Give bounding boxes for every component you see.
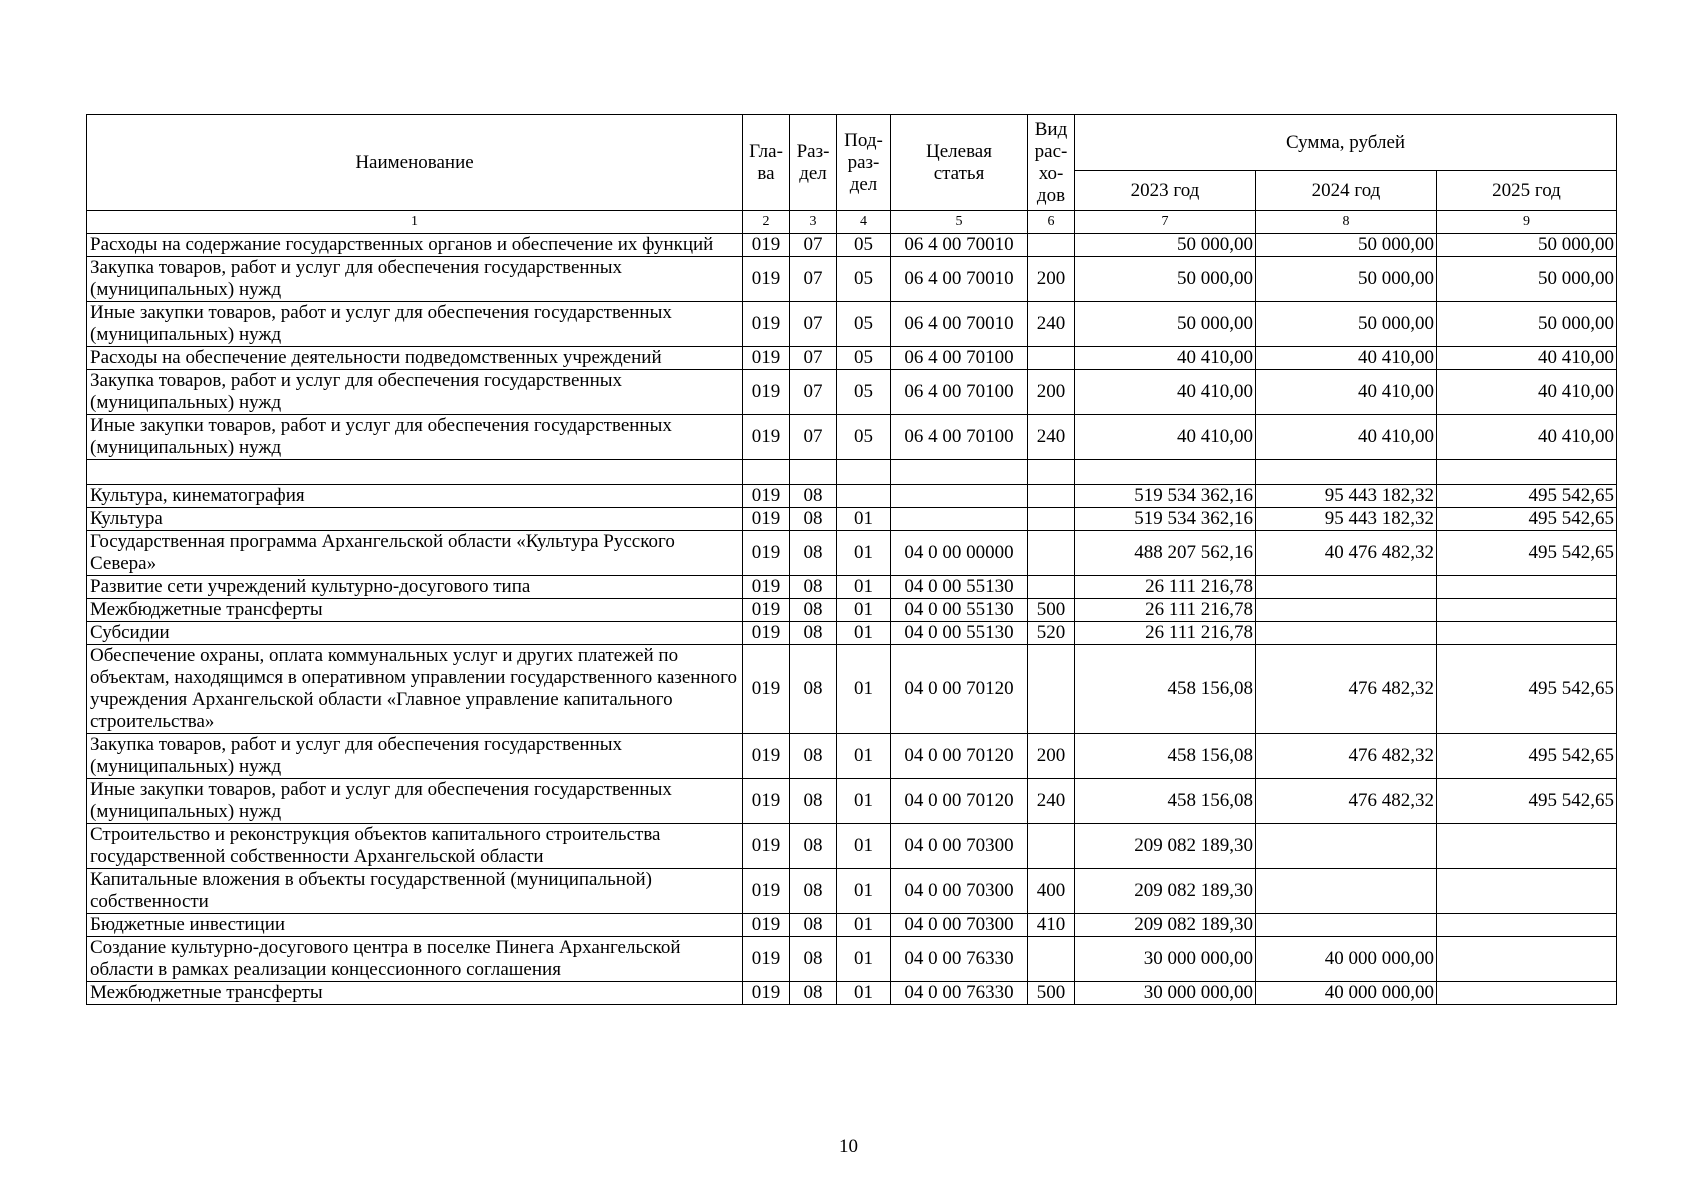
- row-name: Межбюджетные трансферты: [87, 599, 743, 622]
- row-podrazdel: 01: [837, 531, 891, 576]
- row-sum-2024: 40 410,00: [1256, 370, 1437, 415]
- row-name: Развитие сети учреждений культурно-досугового типа: [87, 576, 743, 599]
- row-vid: 240: [1028, 779, 1075, 824]
- row-celevaya: 04 0 00 70120: [891, 645, 1028, 734]
- row-podrazdel: 01: [837, 645, 891, 734]
- row-razdel: 08: [790, 645, 837, 734]
- row-razdel: 08: [790, 982, 837, 1005]
- header-glava: [743, 115, 790, 211]
- row-sum-2024: 50 000,00: [1256, 257, 1437, 302]
- row-sum-2024: 40 410,00: [1256, 347, 1437, 370]
- row-podrazdel: 01: [837, 734, 891, 779]
- header-celevaya-text: Целевая статья: [926, 140, 992, 184]
- row-celevaya: 06 4 00 70100: [891, 370, 1028, 415]
- row-sum-2023: 458 156,08: [1075, 734, 1256, 779]
- row-sum-2024: [1256, 576, 1437, 599]
- row-vid: [1028, 824, 1075, 869]
- row-glava: [743, 460, 790, 485]
- row-glava: 019: [743, 508, 790, 531]
- column-number: 8: [1256, 211, 1437, 234]
- row-celevaya: 04 0 00 55130: [891, 576, 1028, 599]
- row-podrazdel: 01: [837, 824, 891, 869]
- row-razdel: 08: [790, 869, 837, 914]
- row-celevaya: 04 0 00 76330: [891, 937, 1028, 982]
- header-vid: [1028, 115, 1075, 211]
- row-podrazdel: 05: [837, 370, 891, 415]
- table-row: [87, 734, 1617, 779]
- row-glava: 019: [743, 302, 790, 347]
- row-vid: [1028, 937, 1075, 982]
- row-vid: 200: [1028, 257, 1075, 302]
- column-number: 1: [87, 211, 743, 234]
- row-vid: 200: [1028, 370, 1075, 415]
- row-name: [87, 460, 743, 485]
- row-glava: 019: [743, 576, 790, 599]
- row-glava: 019: [743, 347, 790, 370]
- table-row: [87, 982, 1617, 1005]
- row-sum-2024: 40 000 000,00: [1256, 982, 1437, 1005]
- header-summa: Сумма, рублей: [1075, 115, 1617, 171]
- row-sum-2024: 476 482,32: [1256, 779, 1437, 824]
- row-sum-2025: 495 542,65: [1437, 779, 1617, 824]
- table-row: [87, 914, 1617, 937]
- row-razdel: 08: [790, 485, 837, 508]
- row-podrazdel: 05: [837, 302, 891, 347]
- row-glava: 019: [743, 734, 790, 779]
- row-podrazdel: 05: [837, 415, 891, 460]
- column-number: 4: [837, 211, 891, 234]
- row-razdel: 08: [790, 622, 837, 645]
- row-vid: [1028, 531, 1075, 576]
- header-glava-text: Гла- ва: [749, 140, 783, 184]
- row-razdel: 07: [790, 257, 837, 302]
- row-sum-2023: 40 410,00: [1075, 415, 1256, 460]
- row-sum-2023: 209 082 189,30: [1075, 869, 1256, 914]
- row-glava: 019: [743, 531, 790, 576]
- row-sum-2023: 458 156,08: [1075, 645, 1256, 734]
- header-celevaya: [891, 115, 1028, 211]
- column-number: 7: [1075, 211, 1256, 234]
- row-vid: 520: [1028, 622, 1075, 645]
- row-celevaya: [891, 485, 1028, 508]
- table-body: [87, 234, 1617, 1005]
- row-razdel: 08: [790, 531, 837, 576]
- row-sum-2024: 95 443 182,32: [1256, 508, 1437, 531]
- row-sum-2023: 40 410,00: [1075, 347, 1256, 370]
- row-podrazdel: 01: [837, 622, 891, 645]
- row-name: Закупка товаров, работ и услуг для обеспечения государственных (муниципальных) нужд: [87, 257, 743, 302]
- row-sum-2024: 50 000,00: [1256, 234, 1437, 257]
- row-glava: 019: [743, 622, 790, 645]
- row-vid: [1028, 460, 1075, 485]
- row-sum-2023: 519 534 362,16: [1075, 485, 1256, 508]
- row-celevaya: 04 0 00 70300: [891, 869, 1028, 914]
- row-razdel: 07: [790, 302, 837, 347]
- row-name: Закупка товаров, работ и услуг для обеспечения государственных (муниципальных) нужд: [87, 734, 743, 779]
- row-vid: [1028, 347, 1075, 370]
- row-celevaya: 04 0 00 00000: [891, 531, 1028, 576]
- header-name: Наименование: [87, 115, 743, 211]
- row-podrazdel: 01: [837, 779, 891, 824]
- row-sum-2025: 50 000,00: [1437, 234, 1617, 257]
- row-vid: 500: [1028, 982, 1075, 1005]
- row-glava: 019: [743, 982, 790, 1005]
- row-name: Бюджетные инвестиции: [87, 914, 743, 937]
- column-number: 6: [1028, 211, 1075, 234]
- row-sum-2024: 40 000 000,00: [1256, 937, 1437, 982]
- row-celevaya: 06 4 00 70010: [891, 234, 1028, 257]
- row-sum-2025: [1437, 824, 1617, 869]
- row-podrazdel: 01: [837, 508, 891, 531]
- row-sum-2025: [1437, 599, 1617, 622]
- row-sum-2025: [1437, 576, 1617, 599]
- row-sum-2025: 495 542,65: [1437, 734, 1617, 779]
- row-celevaya: 06 4 00 70100: [891, 347, 1028, 370]
- row-sum-2023: [1075, 460, 1256, 485]
- row-sum-2023: 50 000,00: [1075, 234, 1256, 257]
- row-sum-2023: 40 410,00: [1075, 370, 1256, 415]
- row-razdel: 08: [790, 508, 837, 531]
- row-sum-2025: [1437, 937, 1617, 982]
- table-row: [87, 415, 1617, 460]
- row-sum-2025: [1437, 460, 1617, 485]
- row-sum-2025: 50 000,00: [1437, 302, 1617, 347]
- row-name: Капитальные вложения в объекты государственной (муниципальной) собственности: [87, 869, 743, 914]
- row-razdel: 07: [790, 234, 837, 257]
- row-celevaya: 04 0 00 70120: [891, 734, 1028, 779]
- row-sum-2023: 519 534 362,16: [1075, 508, 1256, 531]
- row-celevaya: 04 0 00 76330: [891, 982, 1028, 1005]
- row-sum-2023: 50 000,00: [1075, 257, 1256, 302]
- row-razdel: 08: [790, 576, 837, 599]
- row-sum-2025: 495 542,65: [1437, 645, 1617, 734]
- row-celevaya: 06 4 00 70100: [891, 415, 1028, 460]
- row-sum-2025: [1437, 869, 1617, 914]
- row-podrazdel: 05: [837, 257, 891, 302]
- row-glava: 019: [743, 937, 790, 982]
- table-row: [87, 599, 1617, 622]
- row-vid: 500: [1028, 599, 1075, 622]
- row-celevaya: 06 4 00 70010: [891, 257, 1028, 302]
- table-row: [87, 576, 1617, 599]
- row-vid: 410: [1028, 914, 1075, 937]
- row-podrazdel: 05: [837, 347, 891, 370]
- table-row: [87, 347, 1617, 370]
- row-vid: [1028, 645, 1075, 734]
- row-glava: 019: [743, 914, 790, 937]
- row-sum-2024: 95 443 182,32: [1256, 485, 1437, 508]
- table-row: [87, 622, 1617, 645]
- row-name: Культура, кинематография: [87, 485, 743, 508]
- row-celevaya: 04 0 00 70300: [891, 824, 1028, 869]
- row-sum-2024: [1256, 460, 1437, 485]
- row-name: Государственная программа Архангельской области «Культура Русского Севера»: [87, 531, 743, 576]
- row-glava: 019: [743, 645, 790, 734]
- table-row: [87, 485, 1617, 508]
- row-name: Расходы на обеспечение деятельности подведомственных учреждений: [87, 347, 743, 370]
- header-podrazdel-text: Под- раз- дел: [844, 129, 883, 195]
- row-sum-2024: [1256, 914, 1437, 937]
- row-sum-2025: [1437, 914, 1617, 937]
- row-razdel: 07: [790, 415, 837, 460]
- row-glava: 019: [743, 485, 790, 508]
- row-sum-2024: 476 482,32: [1256, 645, 1437, 734]
- row-glava: 019: [743, 599, 790, 622]
- row-name: Субсидии: [87, 622, 743, 645]
- row-podrazdel: 05: [837, 234, 891, 257]
- column-number-row: [87, 211, 1617, 234]
- row-razdel: 08: [790, 599, 837, 622]
- row-sum-2024: 40 476 482,32: [1256, 531, 1437, 576]
- row-razdel: 08: [790, 734, 837, 779]
- header-2025: 2025 год: [1437, 171, 1617, 211]
- table-row: [87, 824, 1617, 869]
- row-vid: 240: [1028, 415, 1075, 460]
- row-sum-2025: 50 000,00: [1437, 257, 1617, 302]
- header-vid-text: Вид рас- хо- дов: [1034, 118, 1068, 206]
- header-razdel: [790, 115, 837, 211]
- row-name: Культура: [87, 508, 743, 531]
- row-celevaya: [891, 460, 1028, 485]
- row-vid: [1028, 576, 1075, 599]
- row-name: Закупка товаров, работ и услуг для обеспечения государственных (муниципальных) нужд: [87, 370, 743, 415]
- row-razdel: [790, 460, 837, 485]
- row-podrazdel: 01: [837, 937, 891, 982]
- row-podrazdel: [837, 485, 891, 508]
- row-name: Иные закупки товаров, работ и услуг для обеспечения государственных (муниципальных) нужд: [87, 779, 743, 824]
- row-name: Строительство и реконструкция объектов капитального строительства государственной собственности Архангельской области: [87, 824, 743, 869]
- table-row: [87, 779, 1617, 824]
- table-row: [87, 531, 1617, 576]
- row-sum-2025: 40 410,00: [1437, 415, 1617, 460]
- row-name: Обеспечение охраны, оплата коммунальных услуг и других платежей по объектам, находящимся в оперативном управлении государственного казенного учреждения Архангельской области «Главное управление капитального строительства»: [87, 645, 743, 734]
- row-podrazdel: 01: [837, 982, 891, 1005]
- header-podrazdel: [837, 115, 891, 211]
- column-number: 5: [891, 211, 1028, 234]
- row-sum-2023: 26 111 216,78: [1075, 622, 1256, 645]
- row-razdel: 07: [790, 347, 837, 370]
- row-razdel: 07: [790, 370, 837, 415]
- table-row: [87, 302, 1617, 347]
- row-podrazdel: 01: [837, 869, 891, 914]
- page-number: 10: [839, 1136, 858, 1157]
- row-sum-2023: 209 082 189,30: [1075, 914, 1256, 937]
- row-sum-2025: 40 410,00: [1437, 370, 1617, 415]
- row-sum-2023: 26 111 216,78: [1075, 599, 1256, 622]
- row-sum-2023: 458 156,08: [1075, 779, 1256, 824]
- table-row: [87, 370, 1617, 415]
- row-sum-2025: 495 542,65: [1437, 531, 1617, 576]
- row-celevaya: 04 0 00 55130: [891, 622, 1028, 645]
- row-podrazdel: [837, 460, 891, 485]
- row-glava: 019: [743, 824, 790, 869]
- table-row: [87, 869, 1617, 914]
- row-glava: 019: [743, 869, 790, 914]
- row-glava: 019: [743, 234, 790, 257]
- row-vid: 240: [1028, 302, 1075, 347]
- row-razdel: 08: [790, 937, 837, 982]
- row-vid: 200: [1028, 734, 1075, 779]
- row-sum-2023: 209 082 189,30: [1075, 824, 1256, 869]
- table-row: [87, 234, 1617, 257]
- row-vid: [1028, 485, 1075, 508]
- row-sum-2023: 30 000 000,00: [1075, 937, 1256, 982]
- row-vid: [1028, 508, 1075, 531]
- row-sum-2023: 488 207 562,16: [1075, 531, 1256, 576]
- row-sum-2024: [1256, 599, 1437, 622]
- row-razdel: 08: [790, 914, 837, 937]
- row-sum-2024: [1256, 622, 1437, 645]
- row-podrazdel: 01: [837, 576, 891, 599]
- row-sum-2023: 26 111 216,78: [1075, 576, 1256, 599]
- row-razdel: 08: [790, 824, 837, 869]
- row-sum-2024: [1256, 869, 1437, 914]
- row-celevaya: [891, 508, 1028, 531]
- row-name: Создание культурно-досугового центра в поселке Пинега Архангельской области в рамках реализации концессионного соглашения: [87, 937, 743, 982]
- row-sum-2025: [1437, 982, 1617, 1005]
- row-name: Иные закупки товаров, работ и услуг для обеспечения государственных (муниципальных) нужд: [87, 302, 743, 347]
- row-sum-2025: 40 410,00: [1437, 347, 1617, 370]
- budget-table: [86, 114, 1617, 1005]
- table-row: [87, 460, 1617, 485]
- row-vid: 400: [1028, 869, 1075, 914]
- row-glava: 019: [743, 257, 790, 302]
- row-sum-2025: 495 542,65: [1437, 508, 1617, 531]
- row-razdel: 08: [790, 779, 837, 824]
- header-2023: 2023 год: [1075, 171, 1256, 211]
- row-podrazdel: 01: [837, 914, 891, 937]
- column-number: 9: [1437, 211, 1617, 234]
- row-sum-2025: 495 542,65: [1437, 485, 1617, 508]
- row-celevaya: 04 0 00 70120: [891, 779, 1028, 824]
- row-glava: 019: [743, 779, 790, 824]
- row-vid: [1028, 234, 1075, 257]
- row-sum-2024: 476 482,32: [1256, 734, 1437, 779]
- row-sum-2023: 50 000,00: [1075, 302, 1256, 347]
- row-name: Межбюджетные трансферты: [87, 982, 743, 1005]
- table-row: [87, 645, 1617, 734]
- row-name: Иные закупки товаров, работ и услуг для обеспечения государственных (муниципальных) нужд: [87, 415, 743, 460]
- row-celevaya: 06 4 00 70010: [891, 302, 1028, 347]
- column-number: 2: [743, 211, 790, 234]
- column-number: 3: [790, 211, 837, 234]
- header-2024: 2024 год: [1256, 171, 1437, 211]
- row-glava: 019: [743, 415, 790, 460]
- table-row: [87, 508, 1617, 531]
- row-sum-2024: 50 000,00: [1256, 302, 1437, 347]
- row-podrazdel: 01: [837, 599, 891, 622]
- header-razdel-text: Раз- дел: [796, 140, 830, 184]
- row-celevaya: 04 0 00 55130: [891, 599, 1028, 622]
- row-sum-2023: 30 000 000,00: [1075, 982, 1256, 1005]
- table-row: [87, 257, 1617, 302]
- row-celevaya: 04 0 00 70300: [891, 914, 1028, 937]
- row-sum-2024: [1256, 824, 1437, 869]
- row-glava: 019: [743, 370, 790, 415]
- row-name: Расходы на содержание государственных органов и обеспечение их функций: [87, 234, 743, 257]
- table-row: [87, 937, 1617, 982]
- row-sum-2024: 40 410,00: [1256, 415, 1437, 460]
- row-sum-2025: [1437, 622, 1617, 645]
